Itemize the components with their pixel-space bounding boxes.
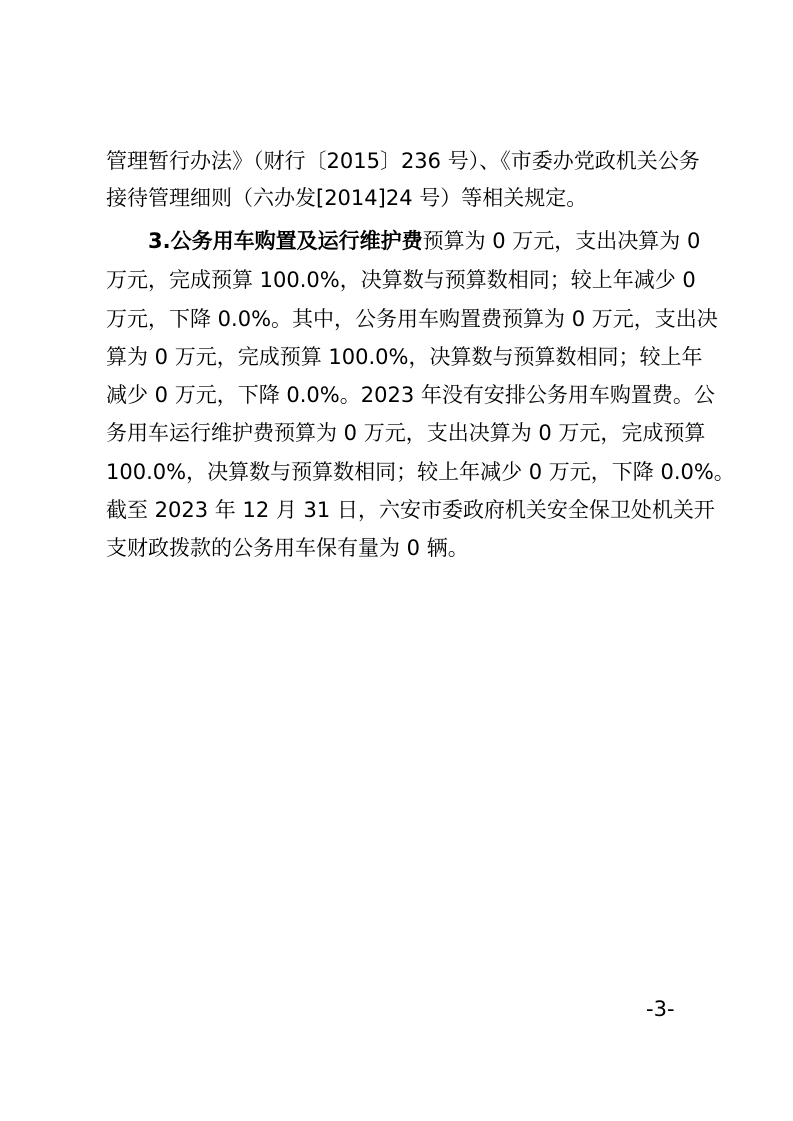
section-heading: 3.公务用车购置及运行维护费 [148, 229, 423, 253]
paragraph-line-10: 截至 2023 年 12 月 31 日，六安市委政府机关安全保卫处机关开 [106, 498, 715, 522]
paragraph-line-8: 务用车运行维护费预算为 0 万元，支出决算为 0 万元，完成预算 [106, 421, 706, 445]
paragraph-line-4: 万元，完成预算 100.0%，决算数与预算数相同；较上年减少 0 [106, 268, 696, 292]
paragraph-line-2: 接待管理细则（六办发[2014]24 号）等相关规定。 [106, 186, 588, 210]
paragraph-line-1: 管理暂行办法》（财行〔2015〕236 号）、《市委办党政机关公务 [106, 149, 700, 173]
paragraph-line-9: 100.0%，决算数与预算数相同；较上年减少 0 万元，下降 0.0%。 [106, 460, 735, 484]
paragraph-line-6: 算为 0 万元，完成预算 100.0%，决算数与预算数相同；较上年 [106, 345, 703, 369]
section-paragraph-text: 预算为 0 万元，支出决算为 0 [422, 229, 701, 253]
paragraph-line-11: 支财政拨款的公务用车保有量为 0 辆。 [106, 536, 469, 560]
section-paragraph-first-line [148, 226, 701, 256]
paragraph-line-7: 减少 0 万元，下降 0.0%。2023 年没有安排公务用车购置费。公 [106, 383, 715, 407]
paragraph-line-5: 万元，下降 0.0%。其中，公务用车购置费预算为 0 万元，支出决 [106, 307, 718, 331]
page-number: -3- [646, 997, 675, 1021]
